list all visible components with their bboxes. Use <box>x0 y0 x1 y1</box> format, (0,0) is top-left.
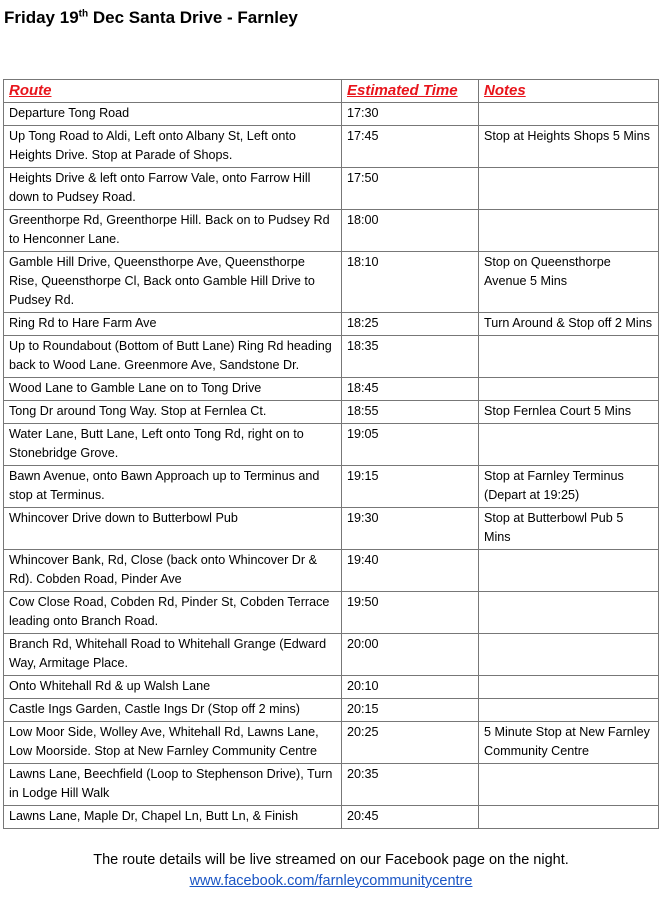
table-row <box>4 699 659 722</box>
table-row <box>4 252 659 313</box>
footer-note: The route details will be live streamed on our Facebook page on the night. <box>93 852 569 868</box>
route-cell: Greenthorpe Rd, Greenthorpe Hill. Back on to Pudsey Rd to Henconner Lane. <box>4 210 342 252</box>
route-cell: Onto Whitehall Rd & up Walsh Lane <box>4 676 342 699</box>
table-row <box>4 378 659 401</box>
time-cell: 19:30 <box>342 508 479 550</box>
notes-cell <box>479 806 659 829</box>
time-cell: 20:45 <box>342 806 479 829</box>
route-cell: Lawns Lane, Maple Dr, Chapel Ln, Butt Ln, & Finish <box>4 806 342 829</box>
route-cell: Wood Lane to Gamble Lane on to Tong Drive <box>4 378 342 401</box>
table-row <box>4 634 659 676</box>
header-route: Route <box>4 80 342 103</box>
notes-cell <box>479 764 659 806</box>
notes-cell: Stop at Farnley Terminus (Depart at 19:25) <box>479 466 659 508</box>
time-cell: 17:50 <box>342 168 479 210</box>
notes-cell <box>479 676 659 699</box>
table-row <box>4 466 659 508</box>
notes-cell <box>479 699 659 722</box>
time-cell: 19:15 <box>342 466 479 508</box>
header-notes: Notes <box>479 80 659 103</box>
notes-cell: Stop at Heights Shops 5 Mins <box>479 126 659 168</box>
table-row <box>4 103 659 126</box>
time-cell: 20:15 <box>342 699 479 722</box>
title-prefix: Friday 19 <box>4 8 79 27</box>
notes-cell: 5 Minute Stop at New Farnley Community Centre <box>479 722 659 764</box>
route-cell: Castle Ings Garden, Castle Ings Dr (Stop off 2 mins) <box>4 699 342 722</box>
time-cell: 18:25 <box>342 313 479 336</box>
time-cell: 20:25 <box>342 722 479 764</box>
title-superscript: th <box>78 8 89 20</box>
time-cell: 17:30 <box>342 103 479 126</box>
notes-cell <box>479 424 659 466</box>
time-cell: 17:45 <box>342 126 479 168</box>
time-cell: 18:55 <box>342 401 479 424</box>
notes-cell <box>479 336 659 378</box>
footer-link-container <box>0 873 662 889</box>
table-row <box>4 550 659 592</box>
route-cell: Whincover Bank, Rd, Close (back onto Whincover Dr & Rd). Cobden Road, Pinder Ave <box>4 550 342 592</box>
table-row <box>4 424 659 466</box>
notes-cell <box>479 634 659 676</box>
time-cell: 20:10 <box>342 676 479 699</box>
notes-cell <box>479 550 659 592</box>
table-row <box>4 210 659 252</box>
facebook-link[interactable]: www.facebook.com/farnleycommunitycentre <box>189 873 473 889</box>
route-cell: Bawn Avenue, onto Bawn Approach up to Terminus and stop at Terminus. <box>4 466 342 508</box>
route-cell: Lawns Lane, Beechfield (Loop to Stephenson Drive), Turn in Lodge Hill Walk <box>4 764 342 806</box>
time-cell: 20:35 <box>342 764 479 806</box>
time-cell: 19:40 <box>342 550 479 592</box>
table-row <box>4 126 659 168</box>
notes-cell <box>479 210 659 252</box>
notes-cell: Turn Around & Stop off 2 Mins <box>479 313 659 336</box>
table-row <box>4 168 659 210</box>
notes-cell: Stop Fernlea Court 5 Mins <box>479 401 659 424</box>
notes-cell: Stop on Queensthorpe Avenue 5 Mins <box>479 252 659 313</box>
notes-cell <box>479 103 659 126</box>
route-cell: Whincover Drive down to Butterbowl Pub <box>4 508 342 550</box>
time-cell: 19:50 <box>342 592 479 634</box>
route-table <box>3 79 659 829</box>
route-cell: Water Lane, Butt Lane, Left onto Tong Rd, right on to Stonebridge Grove. <box>4 424 342 466</box>
time-cell: 19:05 <box>342 424 479 466</box>
notes-cell <box>479 378 659 401</box>
route-cell: Up Tong Road to Aldi, Left onto Albany St, Left onto Heights Drive. Stop at Parade of Shops. <box>4 126 342 168</box>
time-cell: 18:10 <box>342 252 479 313</box>
notes-cell <box>479 168 659 210</box>
route-cell: Low Moor Side, Wolley Ave, Whitehall Rd, Lawns Lane, Low Moorside. Stop at New Farnley Community Centre <box>4 722 342 764</box>
time-cell: 20:00 <box>342 634 479 676</box>
route-table-body <box>4 103 659 829</box>
route-cell: Up to Roundabout (Bottom of Butt Lane) Ring Rd heading back to Wood Lane. Greenmore Ave, Sandstone Dr. <box>4 336 342 378</box>
title-suffix: Dec Santa Drive - Farnley <box>88 8 298 27</box>
table-row <box>4 676 659 699</box>
time-cell: 18:00 <box>342 210 479 252</box>
route-cell: Tong Dr around Tong Way. Stop at Fernlea Ct. <box>4 401 342 424</box>
table-row <box>4 401 659 424</box>
table-row <box>4 592 659 634</box>
header-estimated-time: Estimated Time <box>342 80 479 103</box>
table-row <box>4 336 659 378</box>
page-title <box>4 8 298 28</box>
notes-cell <box>479 592 659 634</box>
table-row <box>4 313 659 336</box>
time-cell: 18:35 <box>342 336 479 378</box>
table-row <box>4 508 659 550</box>
route-cell: Departure Tong Road <box>4 103 342 126</box>
notes-cell: Stop at Butterbowl Pub 5 Mins <box>479 508 659 550</box>
route-cell: Ring Rd to Hare Farm Ave <box>4 313 342 336</box>
route-cell: Cow Close Road, Cobden Rd, Pinder St, Cobden Terrace leading onto Branch Road. <box>4 592 342 634</box>
route-cell: Branch Rd, Whitehall Road to Whitehall Grange (Edward Way, Armitage Place. <box>4 634 342 676</box>
route-cell: Gamble Hill Drive, Queensthorpe Ave, Queensthorpe Rise, Queensthorpe Cl, Back onto Gamble Hill Drive to Pudsey Rd. <box>4 252 342 313</box>
table-row <box>4 806 659 829</box>
time-cell: 18:45 <box>342 378 479 401</box>
table-header-row <box>4 80 659 103</box>
table-row <box>4 722 659 764</box>
route-cell: Heights Drive & left onto Farrow Vale, onto Farrow Hill down to Pudsey Road. <box>4 168 342 210</box>
table-row <box>4 764 659 806</box>
